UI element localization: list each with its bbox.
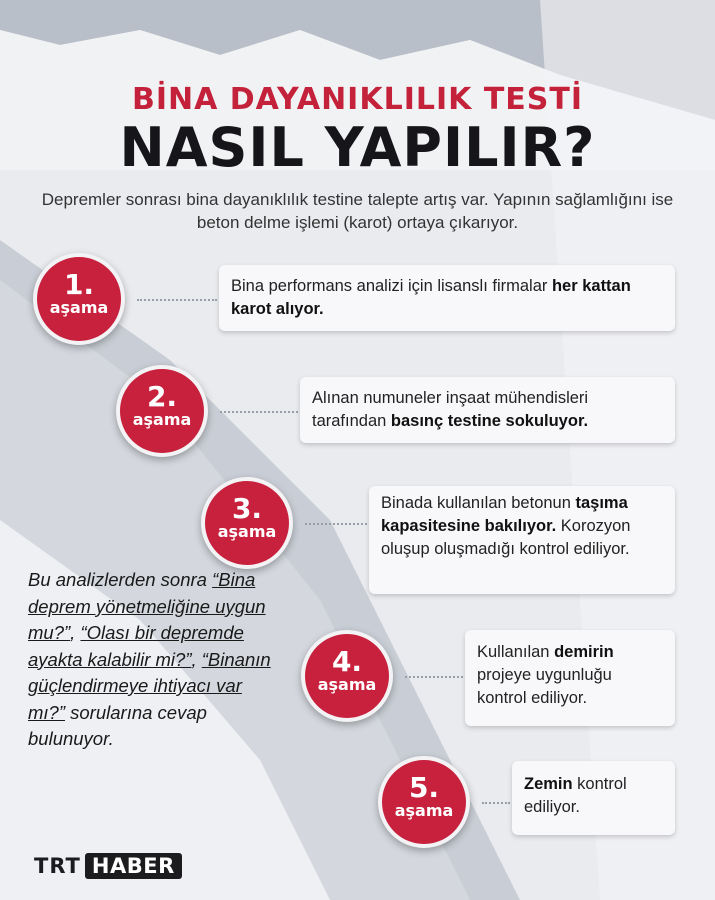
connector-line xyxy=(305,523,367,525)
step-label: aşama xyxy=(49,298,109,317)
logo-trt: TRT xyxy=(34,854,81,878)
step-5-badge xyxy=(378,756,470,848)
side-note-text: , xyxy=(70,622,81,643)
step-number: 4. xyxy=(331,645,363,678)
step-number: 1. xyxy=(63,268,95,301)
step-text-after: projeye uygunluğu kontrol ediliyor. xyxy=(477,666,612,707)
step-text: Alınan numuneler inşaat mühendisleri tarafından xyxy=(312,389,589,430)
step-text-after: Korozyon oluşup oluşmadığı kontrol ediliyor. xyxy=(381,517,631,558)
step-label: aşama xyxy=(317,675,377,694)
step-number: 2. xyxy=(146,380,178,413)
step-text-bold: Zemin xyxy=(524,775,573,793)
step-text: Binada kullanılan betonun xyxy=(381,494,576,512)
step-text: Bina performans analizi için lisanslı firmalar xyxy=(231,277,552,295)
step-3-badge xyxy=(201,477,293,569)
connector-line xyxy=(137,299,217,301)
kicker-title: BİNA DAYANIKLILIK TESTİ xyxy=(131,82,584,117)
step-5-card xyxy=(512,761,675,835)
side-note-text: , xyxy=(191,648,202,670)
step-2-card xyxy=(300,377,675,443)
connector-line xyxy=(220,411,298,413)
step-number: 3. xyxy=(231,492,263,525)
step-text-bold: demirin xyxy=(554,643,614,661)
side-note-text: Bu analizlerden sonra xyxy=(28,569,213,590)
trt-haber-logo xyxy=(34,852,182,880)
side-note-question: “Bina deprem yönetmeliğine uygun mu?” xyxy=(28,569,266,643)
step-label: aşama xyxy=(217,522,277,541)
step-text: Kullanılan xyxy=(477,643,555,661)
connector-line xyxy=(405,676,463,678)
side-note-text: sorularına cevap bulunuyor. xyxy=(28,701,207,749)
intro-text: Depremler sonrası bina dayanıklılık testine talepte artış var. Yapının sağlamlığını ise beton delme işlemi (karot) ortaya çıkarıyor. xyxy=(41,190,674,232)
side-note-question: “Binanın güçlendirmeye ihtiyacı var mı?” xyxy=(28,648,271,723)
step-4-card xyxy=(465,630,675,726)
step-label: aşama xyxy=(132,410,192,429)
side-note-question: “Olası bir depremde ayakta kalabilir mi?” xyxy=(28,622,244,670)
step-2-badge xyxy=(116,365,208,457)
connector-line xyxy=(482,802,510,804)
step-1-card xyxy=(219,265,675,331)
step-text-after: kontrol ediliyor. xyxy=(524,775,627,816)
side-note xyxy=(28,567,278,753)
step-4-badge xyxy=(301,630,393,722)
step-number: 5. xyxy=(408,771,440,804)
step-text-bold: taşıma kapasitesine bakılıyor. xyxy=(381,494,628,535)
step-label: aşama xyxy=(394,801,454,820)
step-text-bold: her kattan karot alıyor. xyxy=(231,277,631,318)
step-1-badge xyxy=(33,253,125,345)
page-title: NASIL YAPILIR? xyxy=(119,116,596,179)
step-3-card xyxy=(369,486,675,594)
step-text-bold: basınç testine sokuluyor. xyxy=(390,412,589,430)
logo-haber: HABER xyxy=(85,853,182,879)
